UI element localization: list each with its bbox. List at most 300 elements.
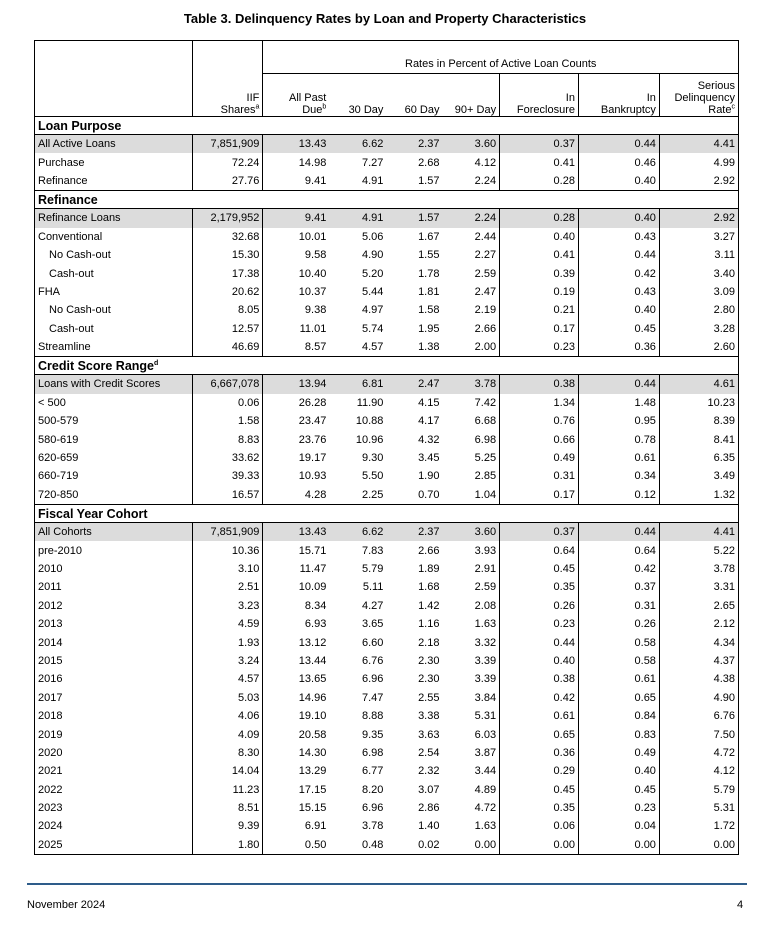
column-header-line: IIF <box>246 92 260 104</box>
table-cell: 6.60 <box>362 636 384 649</box>
table-row <box>35 670 739 688</box>
row-label: 2017 <box>38 691 63 704</box>
table-cell: 3.78 <box>659 560 738 578</box>
table-cell: 0.48 <box>362 838 384 851</box>
page-title: Table 3. Delinquency Rates by Loan and Property Characteristics <box>183 11 587 26</box>
table-row <box>35 486 739 505</box>
table-cell: 0.37 <box>578 578 659 596</box>
table-cell: 0.78 <box>578 430 659 448</box>
table-cell: 0.40 <box>500 652 579 670</box>
table-cell: 0.44 <box>578 135 659 154</box>
table-row <box>35 301 739 319</box>
table-cell: 0.17 <box>500 320 579 338</box>
footnote-marker: c <box>731 103 735 111</box>
table-cell: 10.36 <box>192 541 263 559</box>
table-cell: 0.66 <box>500 430 579 448</box>
header-blank-cell <box>192 41 263 74</box>
section-title <box>35 117 739 135</box>
table-cell: 2.86 <box>418 802 440 815</box>
table-cell: 8.41 <box>659 430 738 448</box>
row-label: 2025 <box>38 838 63 851</box>
page-number: 4 <box>737 899 744 911</box>
row-label: Streamline <box>38 341 91 354</box>
table-cell: 0.41 <box>500 153 579 171</box>
row-label: 2022 <box>38 783 63 796</box>
table-cell: 8.34 <box>263 597 329 615</box>
table-cell: 1.72 <box>659 817 738 835</box>
table-cell: 2.66 <box>418 544 440 557</box>
table-row <box>35 246 739 264</box>
column-header <box>192 74 263 117</box>
table-cell: 4.37 <box>659 652 738 670</box>
table-cell: 0.40 <box>578 172 659 191</box>
table-cell: 3.28 <box>659 320 738 338</box>
table-cell: 0.28 <box>500 209 579 228</box>
row-label: 660-719 <box>38 470 79 483</box>
table-cell: 13.65 <box>263 670 329 688</box>
table-cell: 2.51 <box>192 578 263 596</box>
table-cell: 8.83 <box>192 430 263 448</box>
table-body <box>35 117 739 855</box>
table-cell: 2.27 <box>474 249 497 262</box>
table-cell: 4.72 <box>659 744 738 762</box>
table-row <box>35 320 739 338</box>
table-cell: 23.76 <box>263 430 329 448</box>
header-label-cell <box>35 74 193 117</box>
table-cell: 1.68 <box>418 581 440 594</box>
table-cell: 0.40 <box>578 301 659 319</box>
table-cell: 2.92 <box>659 209 738 228</box>
table-cell: 6.62 <box>329 135 386 154</box>
table-cell: 9.38 <box>263 301 329 319</box>
row-label: 2014 <box>38 636 63 649</box>
column-header-line: Shares <box>220 104 256 116</box>
table-cell: 0.00 <box>474 838 497 851</box>
table-cell: 4.89 <box>474 783 497 796</box>
table-cell: 1.40 <box>418 820 440 833</box>
table-cell: 4.12 <box>659 762 738 780</box>
table-cell: 0.44 <box>500 633 579 651</box>
table-cell: 7.27 <box>362 156 384 169</box>
table-cell: 8.39 <box>659 412 738 430</box>
table-cell: 0.02 <box>418 838 440 851</box>
table-cell: 10.96 <box>355 433 384 446</box>
table-cell: 9.41 <box>263 209 329 228</box>
table-cell: 4.41 <box>659 523 738 542</box>
section-title <box>35 357 739 375</box>
table-cell: 0.40 <box>500 228 579 246</box>
table-cell: 6.35 <box>659 449 738 467</box>
total-row <box>35 209 739 228</box>
table-cell: 0.65 <box>500 725 579 743</box>
column-header-line: Foreclosure <box>516 104 575 116</box>
row-label: 720-850 <box>38 488 79 501</box>
table-cell: 0.23 <box>500 338 579 357</box>
table-cell: 1.81 <box>418 285 440 298</box>
table-cell: 2.59 <box>474 267 497 280</box>
table-cell: 13.43 <box>263 135 329 154</box>
table-cell: 1.78 <box>418 267 440 280</box>
table-cell: 0.42 <box>578 264 659 282</box>
table-cell: 3.93 <box>474 544 497 557</box>
table-cell: 11.01 <box>263 320 329 338</box>
table-cell: 8.30 <box>192 744 263 762</box>
table-cell: 6.76 <box>659 707 738 725</box>
table-cell: 4.90 <box>659 689 738 707</box>
table-cell: 2.32 <box>418 765 440 778</box>
table-cell: 5.03 <box>192 689 263 707</box>
table-cell: 13.44 <box>263 652 329 670</box>
table-cell: 4.91 <box>329 209 386 228</box>
table-cell: 3.39 <box>474 654 497 667</box>
row-label: Cash-out <box>49 267 94 280</box>
row-label: Conventional <box>38 230 103 243</box>
row-label: < 500 <box>38 396 66 409</box>
table-cell: 6.76 <box>362 654 384 667</box>
table-cell: 0.76 <box>500 412 579 430</box>
table-cell: 2.24 <box>442 209 499 228</box>
table-cell: 4.72 <box>474 802 497 815</box>
table-cell: 15.71 <box>263 541 329 559</box>
table-cell: 5.31 <box>474 710 497 723</box>
table-cell: 5.06 <box>362 230 384 243</box>
table-cell: 2.91 <box>474 563 497 575</box>
table-header <box>35 41 739 117</box>
footnote-marker: d <box>154 359 159 367</box>
table-cell: 10.23 <box>659 394 738 412</box>
section-heading-row <box>35 117 739 135</box>
table-cell: 3.24 <box>192 652 263 670</box>
table-cell: 6.77 <box>362 765 384 778</box>
table-row <box>35 264 739 282</box>
table-cell: 13.43 <box>263 523 329 542</box>
table-row <box>35 836 739 855</box>
header-row-columns <box>35 74 739 117</box>
table-row <box>35 781 739 799</box>
table-cell: 5.79 <box>362 563 384 575</box>
table-cell: 0.26 <box>500 597 579 615</box>
table-row <box>35 449 739 467</box>
table-cell: 0.64 <box>500 541 579 559</box>
table-cell: 2.25 <box>362 488 384 501</box>
column-header-line: 90+ Day <box>454 104 497 116</box>
row-label: 620-659 <box>38 452 79 465</box>
table-cell: 16.57 <box>192 486 263 505</box>
table-cell: 0.36 <box>578 338 659 357</box>
table-cell: 2.37 <box>386 135 442 154</box>
table-cell: 3.11 <box>659 246 738 264</box>
table-cell: 0.12 <box>578 486 659 505</box>
footnote-marker: b <box>322 103 327 111</box>
table-cell: 0.35 <box>500 578 579 596</box>
row-label: 2016 <box>38 673 63 686</box>
table-cell: 8.57 <box>263 338 329 357</box>
table-cell: 10.93 <box>263 467 329 485</box>
footnote-marker: a <box>255 103 260 111</box>
table-row <box>35 633 739 651</box>
table-cell: 4.57 <box>192 670 263 688</box>
table-cell: 0.37 <box>500 523 579 542</box>
table-cell: 7,851,909 <box>192 523 263 542</box>
table-cell: 0.35 <box>500 799 579 817</box>
table-cell: 0.39 <box>500 264 579 282</box>
table-cell: 0.64 <box>578 541 659 559</box>
table-cell: 0.83 <box>578 725 659 743</box>
table-cell: 2.66 <box>474 322 497 335</box>
delinquency-table <box>34 40 739 855</box>
table-cell: 5.11 <box>362 581 384 594</box>
table-cell: 13.12 <box>263 633 329 651</box>
table-cell: 4.99 <box>659 153 738 171</box>
table-cell: 2.80 <box>659 301 738 319</box>
column-header <box>500 74 579 117</box>
header-span-label: Rates in Percent of Active Loan Counts <box>263 41 739 74</box>
table-cell: 39.33 <box>192 467 263 485</box>
table-cell: 0.17 <box>500 486 579 505</box>
table-cell: 19.10 <box>263 707 329 725</box>
table-cell: 0.46 <box>578 153 659 171</box>
table-cell: 0.84 <box>578 707 659 725</box>
table-cell: 32.68 <box>192 228 263 246</box>
table-row <box>35 597 739 615</box>
column-header-line: Due <box>302 104 323 116</box>
table-cell: 46.69 <box>192 338 263 357</box>
table-cell: 0.61 <box>500 707 579 725</box>
table-cell: 2.65 <box>659 597 738 615</box>
table-cell: 3.49 <box>659 467 738 485</box>
table-cell: 0.06 <box>192 394 263 412</box>
row-label: All Cohorts <box>35 523 193 542</box>
table-cell: 1.48 <box>578 394 659 412</box>
table-cell: 0.43 <box>578 228 659 246</box>
table-cell: 1.63 <box>474 618 497 631</box>
table-cell: 1.04 <box>474 488 497 501</box>
column-header <box>442 74 499 117</box>
row-label: Purchase <box>38 156 85 169</box>
section-title-text: Refinance <box>38 192 98 207</box>
table-cell: 10.09 <box>263 578 329 596</box>
column-header-line: In <box>646 92 656 104</box>
table-cell: 4.57 <box>362 341 384 354</box>
table-cell: 0.70 <box>418 488 440 501</box>
table-row <box>35 541 739 559</box>
table-cell: 3.78 <box>442 375 499 394</box>
table-cell: 0.58 <box>578 652 659 670</box>
table-cell: 0.40 <box>578 209 659 228</box>
table-row <box>35 338 739 357</box>
row-label: 2018 <box>38 710 63 723</box>
table-row <box>35 615 739 633</box>
table-cell: 33.62 <box>192 449 263 467</box>
column-header <box>329 74 386 117</box>
table-cell: 3.38 <box>418 710 440 723</box>
table-cell: 0.38 <box>500 670 579 688</box>
table-cell: 3.63 <box>418 728 440 741</box>
table-cell: 2.68 <box>418 156 440 169</box>
table-cell: 5.79 <box>659 781 738 799</box>
table-cell: 2.18 <box>418 636 440 649</box>
table-cell: 1.34 <box>500 394 579 412</box>
row-label: 2020 <box>38 746 63 759</box>
table-cell: 8.20 <box>362 783 384 796</box>
table-cell: 1.80 <box>192 836 263 855</box>
table-cell: 1.67 <box>418 230 440 243</box>
section-title-text: Fiscal Year Cohort <box>38 506 148 521</box>
table-cell: 7.42 <box>474 396 497 409</box>
table-cell: 3.27 <box>659 228 738 246</box>
table-cell: 2.08 <box>474 599 497 612</box>
table-cell: 2.00 <box>474 341 497 354</box>
table-cell: 1.58 <box>418 304 440 317</box>
table-cell: 0.45 <box>500 560 579 578</box>
table-row <box>35 578 739 596</box>
table-cell: 8.51 <box>192 799 263 817</box>
table-row <box>35 689 739 707</box>
table-cell: 4.91 <box>362 174 384 187</box>
table-cell: 5.25 <box>474 452 497 465</box>
table-cell: 4.32 <box>418 433 440 446</box>
table-cell: 9.58 <box>263 246 329 264</box>
total-row <box>35 375 739 394</box>
table-cell: 4.59 <box>192 615 263 633</box>
table-cell: 10.01 <box>263 228 329 246</box>
table-cell: 9.39 <box>192 817 263 835</box>
table-cell: 0.43 <box>578 283 659 301</box>
row-label: No Cash-out <box>49 249 111 262</box>
table-cell: 72.24 <box>192 153 263 171</box>
table-cell: 0.95 <box>578 412 659 430</box>
table-cell: 6.96 <box>362 673 384 686</box>
table-row <box>35 799 739 817</box>
table-cell: 2.54 <box>418 746 440 759</box>
section-heading-row <box>35 191 739 209</box>
table-cell: 0.26 <box>578 615 659 633</box>
row-label: Loans with Credit Scores <box>35 375 193 394</box>
section-heading-row <box>35 505 739 523</box>
table-cell: 0.34 <box>578 467 659 485</box>
table-row <box>35 283 739 301</box>
table-cell: 5.44 <box>362 285 384 298</box>
table-cell: 0.00 <box>500 836 579 855</box>
table-cell: 0.49 <box>500 449 579 467</box>
table-cell: 14.98 <box>263 153 329 171</box>
table-cell: 1.42 <box>418 599 440 612</box>
table-cell: 4.61 <box>659 375 738 394</box>
table-cell: 5.20 <box>362 267 384 280</box>
table-cell: 2.12 <box>659 615 738 633</box>
table-cell: 1.38 <box>418 341 440 354</box>
row-label: Cash-out <box>49 322 94 335</box>
table-cell: 2.60 <box>659 338 738 357</box>
table-cell: 0.40 <box>578 762 659 780</box>
table-cell: 19.17 <box>263 449 329 467</box>
table-cell: 4.15 <box>418 396 440 409</box>
table-row <box>35 707 739 725</box>
table-cell: 0.06 <box>500 817 579 835</box>
table-cell: 3.32 <box>474 636 497 649</box>
table-cell: 4.41 <box>659 135 738 154</box>
column-header-line: Rate <box>708 104 732 116</box>
table-cell: 3.60 <box>442 523 499 542</box>
table-cell: 3.60 <box>442 135 499 154</box>
table-cell: 0.31 <box>500 467 579 485</box>
table-cell: 27.76 <box>192 172 263 191</box>
table-cell: 11.90 <box>356 396 384 409</box>
table-row <box>35 744 739 762</box>
table-cell: 2.19 <box>474 304 497 317</box>
table-cell: 7.47 <box>362 691 384 704</box>
table-cell: 8.88 <box>362 710 384 723</box>
table-cell: 3.39 <box>474 673 497 686</box>
column-header-line: 60 Day <box>404 104 440 116</box>
table-cell: 0.44 <box>578 375 659 394</box>
table-cell: 6.62 <box>329 523 386 542</box>
table-cell: 0.36 <box>500 744 579 762</box>
table-cell: 15.30 <box>192 246 263 264</box>
table-cell: 3.23 <box>192 597 263 615</box>
section-title-text: Loan Purpose <box>38 118 122 133</box>
table-cell: 0.45 <box>578 781 659 799</box>
table-cell: 3.31 <box>659 578 738 596</box>
table-row <box>35 652 739 670</box>
table-cell: 9.35 <box>362 728 384 741</box>
column-header <box>386 74 442 117</box>
table-cell: 0.58 <box>578 633 659 651</box>
table-cell: 3.65 <box>362 618 384 631</box>
table-cell: 2,179,952 <box>192 209 263 228</box>
table-cell: 7,851,909 <box>192 135 263 154</box>
table-cell: 0.61 <box>578 449 659 467</box>
table-cell: 6.93 <box>263 615 329 633</box>
column-header-line: Serious <box>697 80 735 92</box>
table-cell: 6.03 <box>474 728 497 741</box>
total-row <box>35 523 739 542</box>
table-cell: 10.37 <box>263 283 329 301</box>
table-cell: 6.98 <box>474 433 497 446</box>
table-cell: 2.59 <box>474 581 497 594</box>
table-cell: 4.17 <box>418 415 440 428</box>
section-title <box>35 191 739 209</box>
row-label: 2010 <box>38 563 63 575</box>
table-row <box>35 172 739 191</box>
table-cell: 3.87 <box>474 746 497 759</box>
table-cell: 0.65 <box>578 689 659 707</box>
table-cell: 13.29 <box>263 762 329 780</box>
table-cell: 4.97 <box>362 304 384 317</box>
table-row <box>35 412 739 430</box>
table-cell: 11.23 <box>192 781 263 799</box>
table-cell: 3.44 <box>474 765 497 778</box>
table-cell: 0.61 <box>578 670 659 688</box>
table-cell: 0.23 <box>578 799 659 817</box>
table-cell: 10.40 <box>263 264 329 282</box>
table-cell: 6.96 <box>362 802 384 815</box>
table-cell: 1.32 <box>659 486 738 505</box>
table-cell: 15.15 <box>263 799 329 817</box>
table-row <box>35 725 739 743</box>
table-cell: 0.00 <box>659 836 738 855</box>
table-cell: 2.37 <box>386 523 442 542</box>
table-cell: 1.57 <box>386 209 442 228</box>
table-cell: 0.42 <box>578 560 659 578</box>
delinquency-table-container <box>34 40 739 855</box>
table-cell: 0.21 <box>500 301 579 319</box>
table-cell: 4.27 <box>362 599 384 612</box>
header-blank-cell <box>35 41 193 74</box>
table-cell: 4.34 <box>659 633 738 651</box>
table-cell: 4.28 <box>263 486 329 505</box>
table-cell: 8.05 <box>192 301 263 319</box>
